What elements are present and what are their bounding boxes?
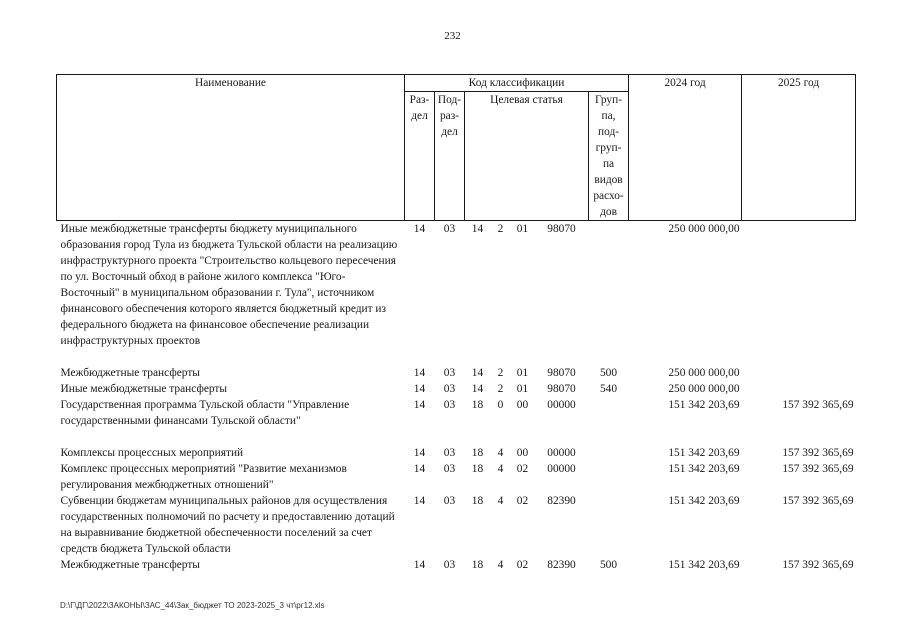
row-subsection: 03 (443, 367, 456, 379)
row-spacer (57, 349, 856, 365)
row-name: Иные межбюджетные трансферты бюджету муниципального образования город Тула из бюджета Тульской области на реализацию инфраструктурного проекта "Строительство кольцевого пересечения по ул. Восточный обход в районе жилого комплекса "Юго-Восточный" в муниципальном образовании г. Тула", источником финансового обеспечения которого является бюджетный кредит из федерального бюджета на финансовое обеспечение реализации инфраструктурных проектов (60, 223, 398, 347)
row-event-code: 01 (516, 223, 529, 235)
row-name: Межбюджетные трансферты (60, 559, 200, 571)
row-event-code: 00 (516, 447, 529, 459)
budget-table (56, 74, 856, 573)
row-amount-2024: 250 000 000,00 (668, 223, 740, 235)
row-section: 14 (413, 383, 426, 395)
row-amount-2025 (742, 365, 856, 381)
row-section: 14 (413, 559, 426, 571)
table-row (57, 445, 856, 461)
row-event-code: 01 (516, 367, 529, 379)
table-row (57, 221, 856, 350)
row-amount-2024: 151 342 203,69 (668, 399, 740, 411)
header-code-group: Код классификации (405, 75, 629, 92)
row-spacer (57, 429, 856, 445)
header-expense-group: Груп- па, под- груп- па видов расхо- дов (589, 92, 629, 221)
row-section: 14 (413, 399, 426, 411)
row-program-code: 18 (471, 495, 484, 507)
row-amount-2025: 157 392 365,69 (782, 399, 854, 411)
header-section: Раз- дел (405, 92, 435, 221)
table-body (57, 221, 856, 574)
row-amount-2024: 151 342 203,69 (668, 495, 740, 507)
row-subprogram-code: 4 (497, 447, 504, 459)
row-expense-group (589, 221, 629, 350)
table-row (57, 397, 856, 429)
row-name: Комплекс процессных мероприятий "Развитие механизмов регулирования межбюджетных отношений" (60, 463, 347, 491)
row-amount-2024: 151 342 203,69 (668, 559, 740, 571)
row-program-code: 18 (471, 463, 484, 475)
row-direction-code: 82390 (547, 495, 576, 507)
row-spacer-cell (57, 349, 856, 365)
row-subsection: 03 (443, 399, 456, 411)
row-subsection: 03 (443, 447, 456, 459)
row-direction-code: 98070 (547, 383, 576, 395)
row-amount-2025: 157 392 365,69 (782, 463, 854, 475)
row-expense-group (589, 445, 629, 461)
table-row (57, 365, 856, 381)
row-direction-code: 98070 (547, 223, 576, 235)
row-amount-2024: 250 000 000,00 (668, 367, 740, 379)
row-section: 14 (413, 495, 426, 507)
row-spacer-cell (57, 429, 856, 445)
row-program-code: 14 (471, 223, 484, 235)
row-direction-code: 00000 (547, 463, 576, 475)
header-subsection: Под- раз- дел (435, 92, 465, 221)
row-amount-2024: 250 000 000,00 (668, 383, 740, 395)
row-name: Межбюджетные трансферты (60, 367, 200, 379)
table-row (57, 381, 856, 397)
header-name: Наименование (57, 75, 405, 221)
header-year-2025: 2025 год (742, 75, 856, 221)
row-section: 14 (413, 367, 426, 379)
footer-file-path: D:\Г\ДГ\2022\ЗАКОНЫ\ЗАС_44\Зак_бюджет ТО 2023-2025_3 чт\рг12.xls (60, 601, 325, 610)
page-number: 232 (444, 30, 461, 42)
row-subsection: 03 (443, 463, 456, 475)
row-program-code: 18 (471, 559, 484, 571)
row-subprogram-code: 4 (497, 495, 504, 507)
row-amount-2025 (742, 221, 856, 350)
row-expense-group: 500 (599, 559, 618, 571)
table-row (57, 557, 856, 573)
row-direction-code: 00000 (547, 447, 576, 459)
row-subsection: 03 (443, 383, 456, 395)
row-subprogram-code: 0 (497, 399, 504, 411)
row-amount-2025: 157 392 365,69 (782, 495, 854, 507)
row-event-code: 02 (516, 559, 529, 571)
row-expense-group (589, 461, 629, 493)
header-target-item: Целевая статья (465, 92, 589, 221)
row-subprogram-code: 2 (497, 367, 504, 379)
row-event-code: 00 (516, 399, 529, 411)
row-amount-2025: 157 392 365,69 (782, 559, 854, 571)
row-program-code: 14 (471, 367, 484, 379)
row-subprogram-code: 4 (497, 559, 504, 571)
row-name: Государственная программа Тульской области "Управление государственными финансами Тульской области" (60, 399, 350, 427)
row-section: 14 (413, 223, 426, 235)
row-subprogram-code: 2 (497, 383, 504, 395)
row-expense-group (589, 397, 629, 429)
row-amount-2024: 151 342 203,69 (668, 447, 740, 459)
row-event-code: 02 (516, 463, 529, 475)
table-header (57, 75, 856, 221)
row-direction-code: 82390 (547, 559, 576, 571)
row-subprogram-code: 2 (497, 223, 504, 235)
row-event-code: 02 (516, 495, 529, 507)
row-expense-group (589, 493, 629, 557)
row-name: Комплексы процессных мероприятий (60, 447, 244, 459)
row-event-code: 01 (516, 383, 529, 395)
header-year-2024: 2024 год (629, 75, 742, 221)
row-expense-group: 500 (599, 367, 618, 379)
row-subprogram-code: 4 (497, 463, 504, 475)
row-amount-2024: 151 342 203,69 (668, 463, 740, 475)
row-direction-code: 00000 (547, 399, 576, 411)
table-row (57, 461, 856, 493)
row-program-code: 14 (471, 383, 484, 395)
row-section: 14 (413, 463, 426, 475)
row-amount-2025 (742, 381, 856, 397)
row-subsection: 03 (443, 223, 456, 235)
row-expense-group: 540 (599, 383, 618, 395)
row-name: Иные межбюджетные трансферты (60, 383, 228, 395)
row-direction-code: 98070 (547, 367, 576, 379)
row-subsection: 03 (443, 495, 456, 507)
row-name: Субвенции бюджетам муниципальных районов для осуществления государственных полномочий по расчету и предоставлению дотаций на выравнивание бюджетной обеспеченности поселений за счет средств бюджета Тульской области (60, 495, 395, 555)
row-amount-2025: 157 392 365,69 (782, 447, 854, 459)
table-row (57, 493, 856, 557)
row-program-code: 18 (471, 399, 484, 411)
row-section: 14 (413, 447, 426, 459)
row-subsection: 03 (443, 559, 456, 571)
row-program-code: 18 (471, 447, 484, 459)
